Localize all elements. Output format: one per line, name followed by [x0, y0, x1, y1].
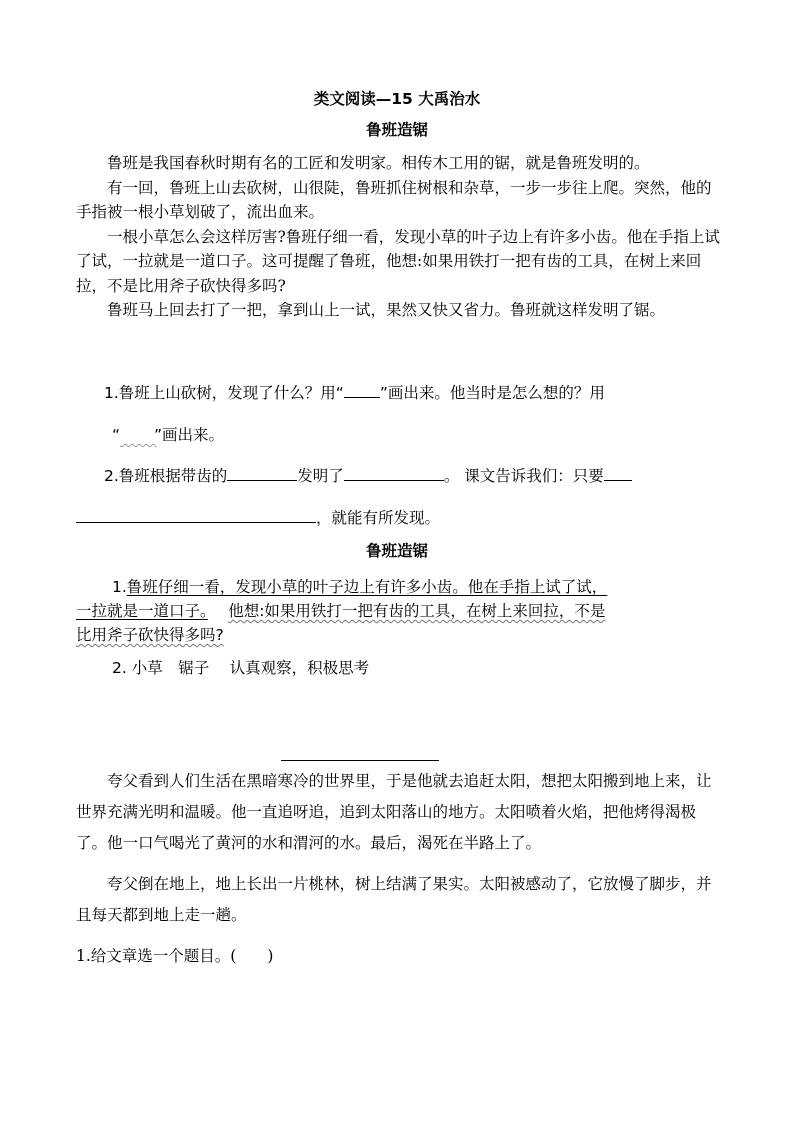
question-2-line-2: [76, 508, 440, 528]
answer-blank[interactable]: [344, 466, 444, 481]
answer-1-line-2: [76, 601, 605, 621]
answer-2: 2. 小草 锯子 认真观察，积极思考: [112, 659, 370, 677]
answer-text-wavy: 比用斧子砍快得多吗?: [76, 626, 224, 644]
answer-blank[interactable]: [76, 508, 316, 523]
page-title: 类文阅读—15 大禹治水: [313, 90, 481, 108]
question-1-line-2: [112, 425, 224, 445]
question-text: 。 课文告诉我们：只要: [443, 467, 604, 485]
question-text: ”画出来。: [154, 426, 225, 444]
question-text: 发明了: [297, 467, 344, 485]
story-paragraph: 夸父看到人们生活在黑暗寒冷的世界里，于是他就去追赶太阳，想把太阳搬到地上来，让世界充满光明和温暖。他一直追呀追，追到太阳落山的地方。太阳喷着火焰，把他烤得渴极了。他一口气喝光了黄河的水和渭河的水。最后，渴死在半路上了。: [76, 772, 712, 852]
story-paragraph: 有一回，鲁班上山去砍树，山很陡，鲁班抓住树根和杂草，一步一步往上爬。突然，他的手指被一根小草划破了，流出血来。: [76, 178, 712, 221]
question-text: ，就能有所发现。: [316, 509, 441, 527]
story-2-text: [76, 766, 720, 972]
question-text: 1.鲁班上山砍树，发现了什么？用“: [104, 384, 344, 402]
story-title: 鲁班造锯: [365, 121, 428, 139]
question-text: 2.鲁班根据带齿的: [104, 467, 228, 485]
answer-blank[interactable]: [604, 466, 632, 481]
answer-text: 1.: [112, 578, 127, 596]
story-paragraph: 鲁班马上回去打了一把，拿到山上一试，果然又快又省力。鲁班就这样发明了锯。: [107, 301, 666, 319]
answer-1-line-1: [112, 577, 607, 597]
wavy-underline-sample: [120, 425, 154, 439]
story-2-question-1: 1.给文章选一个题目。( ): [76, 947, 274, 965]
question-2-line-1: [104, 466, 632, 486]
question-text: ”画出来。他当时是怎么想的？用: [379, 384, 605, 402]
question-text: “: [112, 426, 121, 444]
question-1-line-1: [104, 383, 605, 403]
story-paragraph: 一根小草怎么会这样厉害?鲁班仔细一看，发现小草的叶子边上有许多小齿。他在手指上试了试，一拉就是一道口子。这可提醒了鲁班，他想:如果用铁打一把有齿的工具，在树上来回拉，不是比用斧子砍快得多吗?: [76, 227, 720, 295]
solid-underline-sample: [344, 383, 380, 398]
answer-blank[interactable]: [227, 466, 297, 481]
section-divider: [281, 760, 439, 761]
story-paragraph: 夸父倒在地上，地上长出一片桃林，树上结满了果实。太阳被感动了，它放慢了脚步，并且每天都到地上走一趟。: [76, 875, 712, 924]
answer-1-line-3: [76, 625, 224, 645]
answer-text-underlined: 鲁班仔细一看，发现小草的叶子边上有许多小齿。他在手指上试了试，: [126, 578, 608, 596]
story-text: [76, 151, 720, 323]
answer-title: 鲁班造锯: [365, 542, 428, 560]
story-paragraph: 鲁班是我国春秋时期有名的工匠和发明家。相传木工用的锯，就是鲁班发明的。: [107, 154, 650, 172]
answer-text-underlined: 一拉就是一道口子。: [76, 602, 208, 620]
answer-text-wavy: 他想:如果用铁打一把有齿的工具，在树上来回拉，不是: [228, 602, 606, 620]
